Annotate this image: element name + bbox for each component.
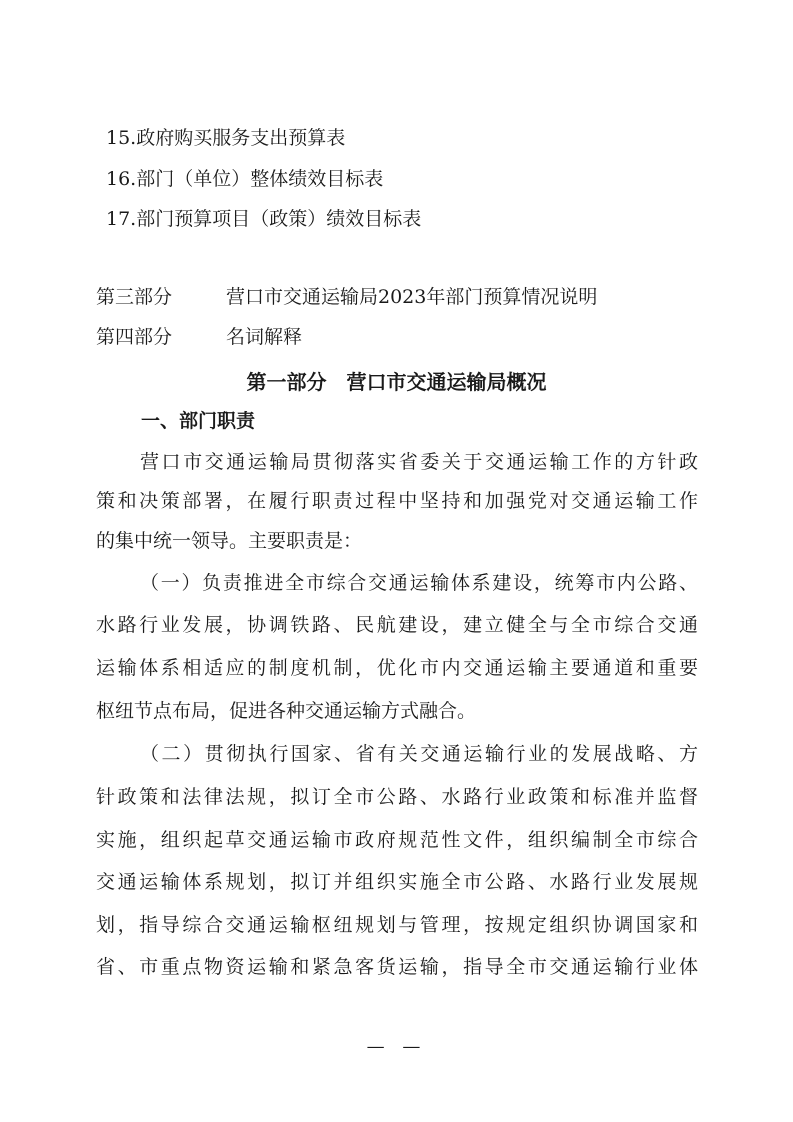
part-four-label: 第四部分 — [96, 326, 173, 348]
part-three-title: 营口市交通运输局2023年部门预算情况说明 — [226, 286, 598, 308]
paragraph-3-line-2: 针政策和法律法规，拟订全市公路、水路行业政策和标准并监督 — [96, 786, 698, 808]
subsection-title: 一、部门职责 — [141, 410, 256, 432]
paragraph-3-line-5: 划，指导综合交通运输枢纽规划与管理，按规定组织协调国家和 — [96, 914, 698, 936]
paragraph-2-line-3: 运输体系相适应的制度机制，优化市内交通运输主要通道和重要 — [96, 657, 698, 679]
part-three-label: 第三部分 — [96, 286, 173, 308]
paragraph-2-line-4: 枢纽节点布局，促进各种交通运输方式融合。 — [96, 700, 477, 722]
toc-item-15: 15.政府购买服务支出预算表 — [106, 127, 346, 149]
paragraph-2-line-2: 水路行业发展，协调铁路、民航建设，建立健全与全市综合交通 — [96, 614, 698, 636]
section-title: 第一部分 营口市交通运输局概况 — [246, 370, 547, 394]
paragraph-1-line-3: 的集中统一领导。主要职责是： — [96, 530, 363, 552]
paragraph-1-line-2: 策和决策部署，在履行职责过程中坚持和加强党对交通运输工作 — [96, 490, 698, 512]
paragraph-2-line-1: （一）负责推进全市综合交通运输体系建设，统筹市内公路、 — [140, 572, 698, 594]
toc-item-16: 16.部门（单位）整体绩效目标表 — [106, 168, 384, 190]
paragraph-3-line-6: 省、市重点物资运输和紧急客货运输，指导全市交通运输行业体 — [96, 956, 698, 978]
page-number: — — — [366, 1036, 427, 1057]
paragraph-3-line-4: 交通运输体系规划，拟订并组织实施全市公路、水路行业发展规 — [96, 871, 698, 893]
paragraph-3-line-3: 实施，组织起草交通运输市政府规范性文件，组织编制全市综合 — [96, 829, 698, 851]
toc-item-17: 17.部门预算项目（政策）绩效目标表 — [106, 208, 422, 230]
paragraph-3-line-1: （二）贯彻执行国家、省有关交通运输行业的发展战略、方 — [140, 743, 698, 765]
part-four-title: 名词解释 — [226, 326, 303, 348]
paragraph-1-line-1: 营口市交通运输局贯彻落实省委关于交通运输工作的方针政 — [140, 451, 698, 473]
